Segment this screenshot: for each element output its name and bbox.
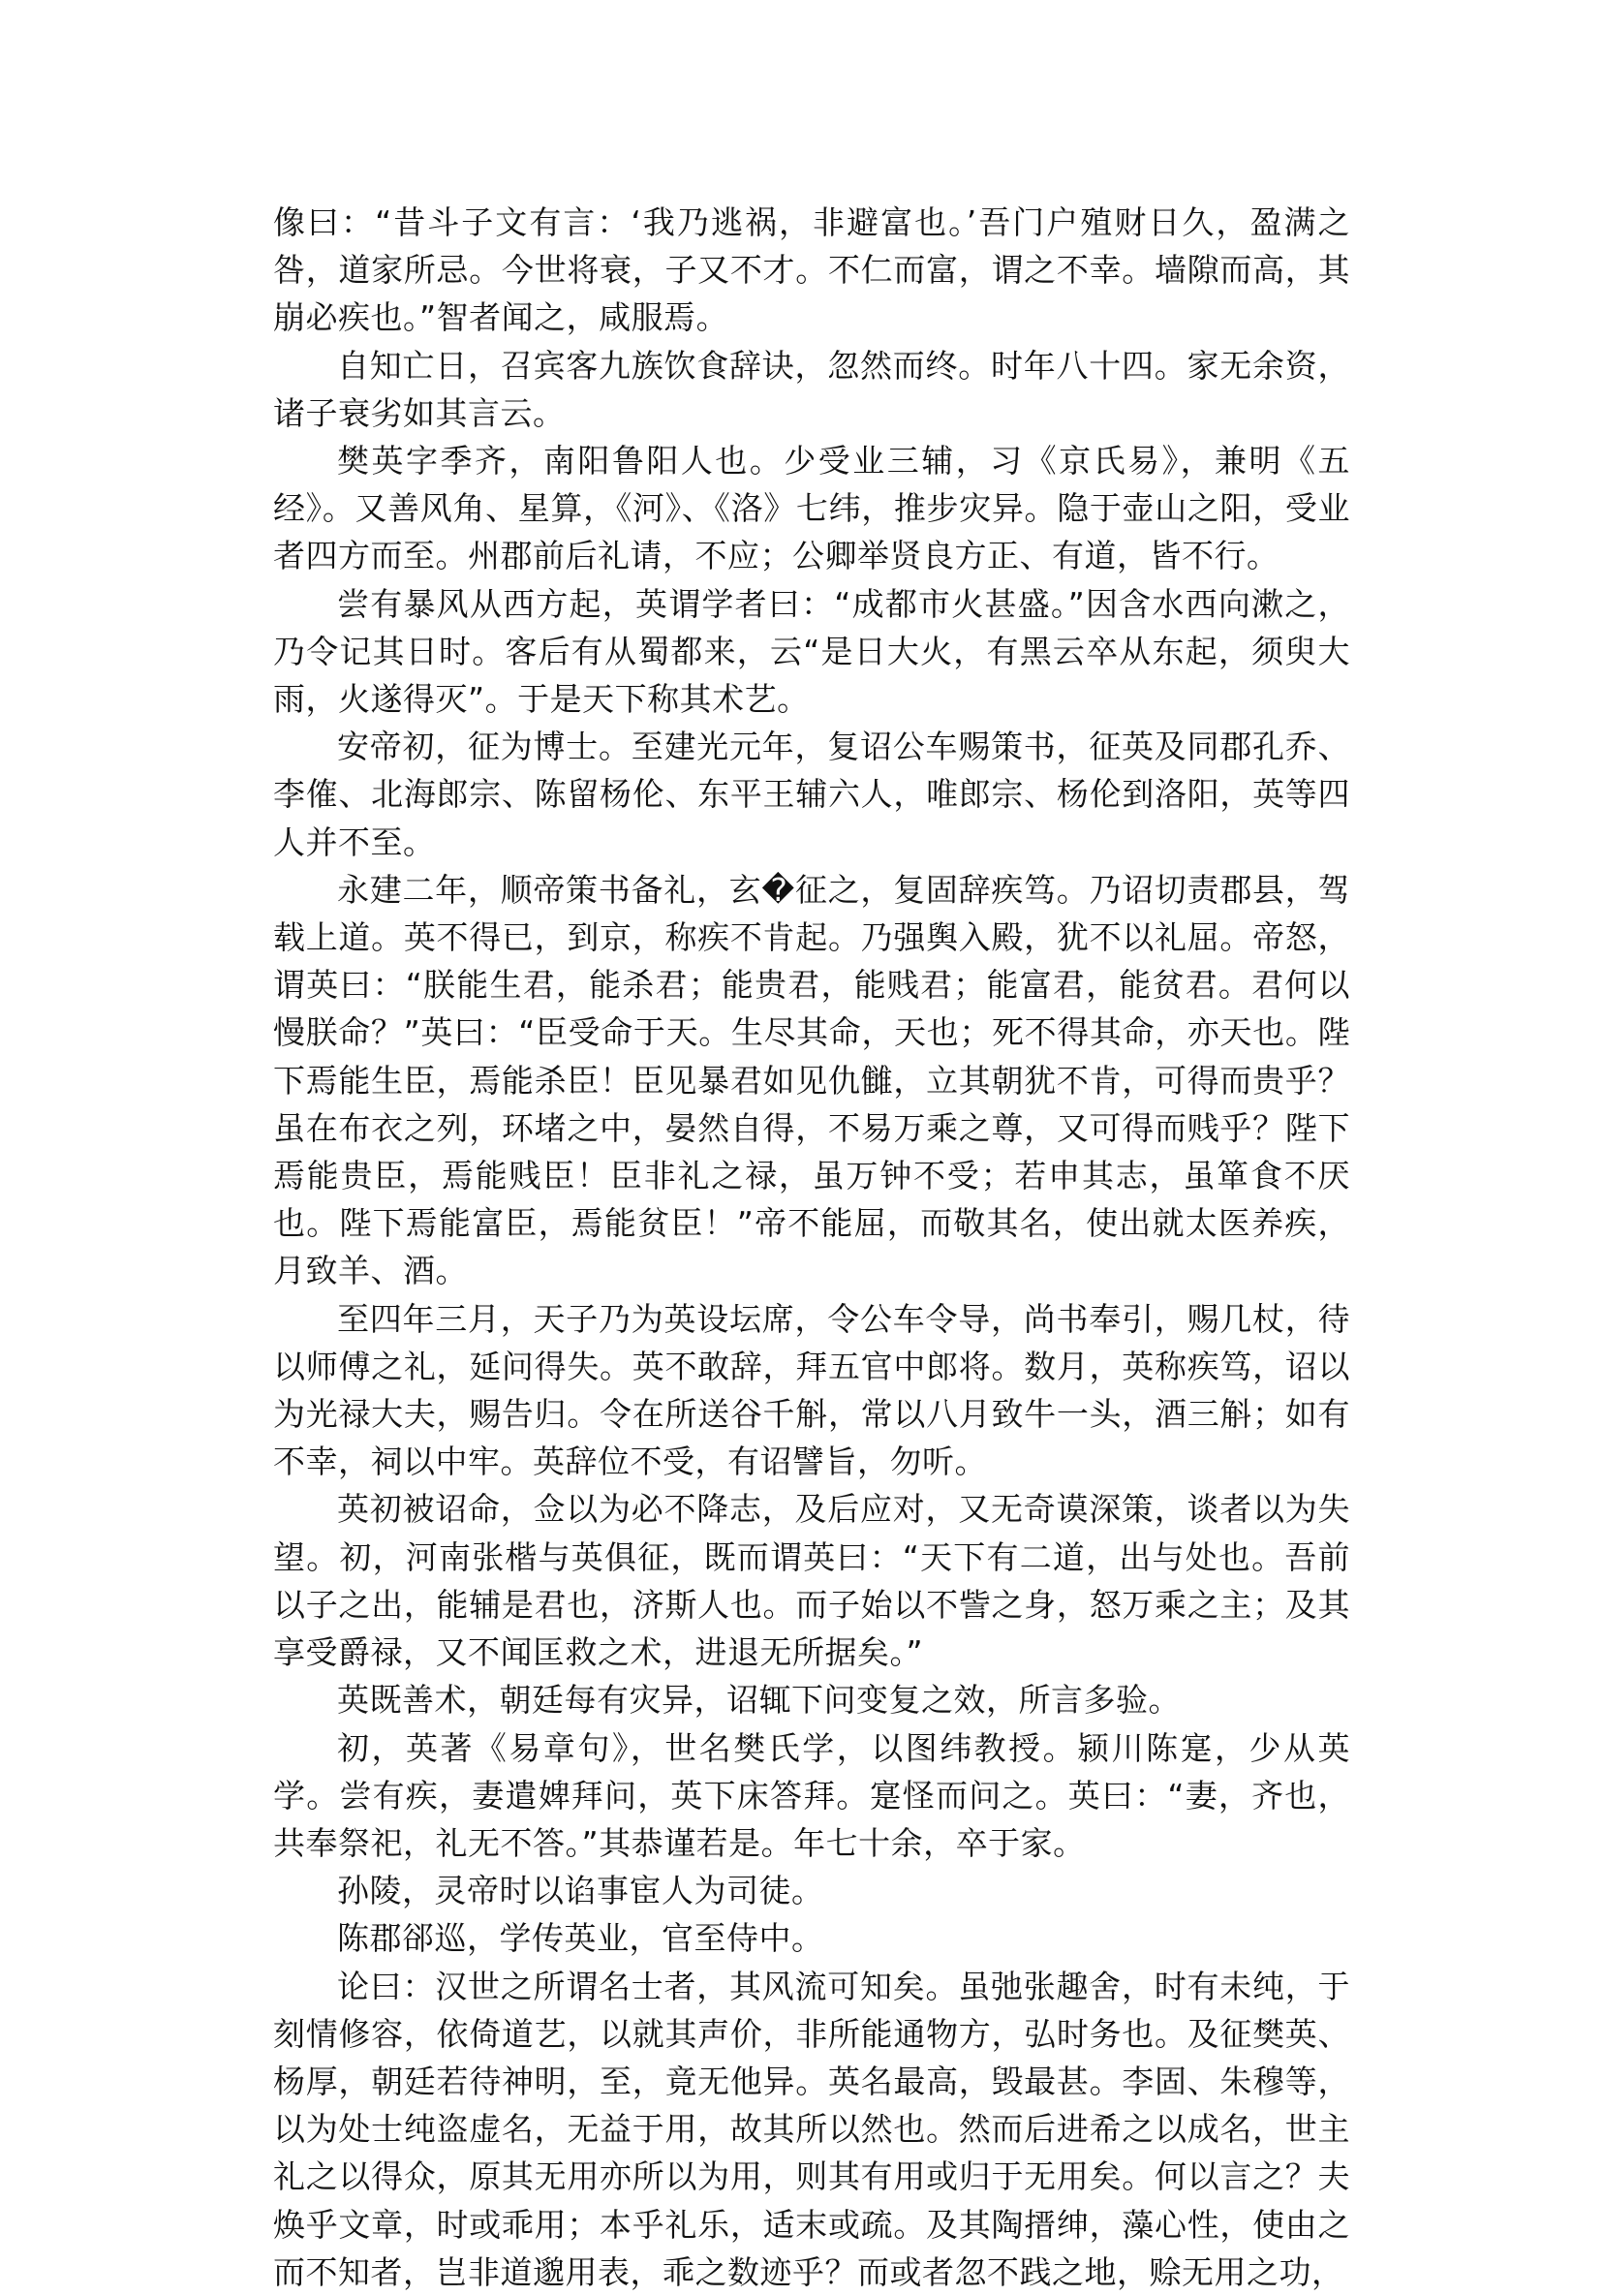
paragraph-9: 英既善术，朝廷每有灾异，诏辄下问变复之效，所言多验。 xyxy=(337,1681,1181,1720)
paragraph-12: 陈郡郤巡，学传英业，官至侍中。 xyxy=(337,1919,824,1958)
paragraph-11: 孙陵，灵帝时以谄事宦人为司徒。 xyxy=(337,1872,824,1910)
document-page xyxy=(273,199,1350,2296)
paragraph-4: 尝有暴风从西方起，英谓学者曰：“成都市火甚盛。”因含水西向漱之，乃令记其日时。客后有从蜀都来，云“是日大火，有黑云卒从东起，须臾大雨，火遂得灭”。于是天下称其术艺。 xyxy=(273,584,1350,719)
paragraph-2: 自知亡日，召宾客九族饮食辞诀，忽然而终。时年八十四。家无余资，诸子衰劣如其言云。 xyxy=(273,346,1350,432)
paragraph-1: 像曰：“昔斗子文有言：‘我乃逃祸，非避富也。’吾门户殖财日久，盈满之咎，道家所忌。今世将衰，子又不才。不仁而富，谓之不幸。墙隙而高，其崩必疾也。”智者闻之，咸服焉。 xyxy=(273,203,1350,337)
paragraph-8: 英初被诏命，佥以为必不降志，及后应对，又无奇谟深策，谈者以为失望。初，河南张楷与英俱征，既而谓英曰：“天下有二道，出与处也。吾前以子之出，能辅是君也，济斯人也。而子始以不訾之身，怒万乘之主；及其享受爵禄，又不闻匡救之术，进退无所据矣。” xyxy=(273,1490,1350,1672)
paragraph-6: 永建二年，顺帝策书备礼，玄�征之，复固辞疾笃。乃诏切责郡县，驾载上道。英不得已，到京，称疾不肯起。乃强舆入殿，犹不以礼屈。帝怒，谓英曰：“朕能生君，能杀君；能贵君，能贱君；能富君，能贫君。君何以慢朕命？”英曰：“臣受命于天。生尽其命，天也；死不得其命，亦天也。陛下焉能生臣，焉能杀臣！臣见暴君如见仇雠，立其朝犹不肯，可得而贵乎？虽在布衣之列，环堵之中，晏然自得，不易万乘之尊，又可得而贱乎？陛下焉能贵臣，焉能贱臣！臣非礼之禄，虽万钟不受；若申其志，虽箪食不厌也。陛下焉能富臣，焉能贫臣！”帝不能屈，而敬其名，使出就太医养疾，月致羊、酒。 xyxy=(273,870,1350,1290)
paragraph-13: 论曰：汉世之所谓名士者，其风流可知矣。虽弛张趣舍，时有未纯，于刻情修容，依倚道艺，以就其声价，非所能通物方，弘时务也。及征樊英、杨厚，朝廷若待神明，至，竟无他异。英名最高，毁最甚。李固、朱穆等，以为处士纯盗虚名，无益于用，故其所以然也。然而后进希之以成名，世主礼之以得众，原其无用亦所以为用，则其有用或归于无用矣。何以言之？夫焕乎文章，时或乖用；本乎礼乐，适末或疏。及其陶搢绅，藻心性，使由之而不知者，岂非道邈用表，乖之数迹乎？而或者忽不践之地，赊无用之功， xyxy=(273,1967,1350,2291)
paragraph-7: 至四年三月，天子乃为英设坛席，令公车令导，尚书奉引，赐几杖，待以师傅之礼，延问得失。英不敢辞，拜五官中郎将。数月，英称疾笃，诏以为光禄大夫，赐告归。令在所送谷千斛，常以八月致牛一头，酒三斛；如有不幸，祠以中牢。英辞位不受，有诏譬旨，勿听。 xyxy=(273,1299,1350,1481)
paragraph-3: 樊英字季齐，南阳鲁阳人也。少受业三辅，习《京氏易》，兼明《五经》。又善风角、星算，《河》、《洛》七纬，推步灾异。隐于壶山之阳，受业者四方而至。州郡前后礼请，不应；公卿举贤良方正、有道，皆不行。 xyxy=(273,442,1350,575)
paragraph-10: 初，英著《易章句》，世名樊氏学，以图纬教授。颍川陈寔，少从英学。尝有疾，妻遣婢拜问，英下床答拜。寔怪而问之。英曰：“妻，齐也，共奉祭祀，礼无不答。”其恭谨若是。年七十余，卒于家。 xyxy=(273,1728,1350,1862)
paragraph-5: 安帝初，征为博士。至建光元年，复诏公车赐策书，征英及同郡孔乔、李傕、北海郎宗、陈留杨伦、东平王辅六人，唯郎宗、杨伦到洛阳，英等四人并不至。 xyxy=(273,728,1350,861)
